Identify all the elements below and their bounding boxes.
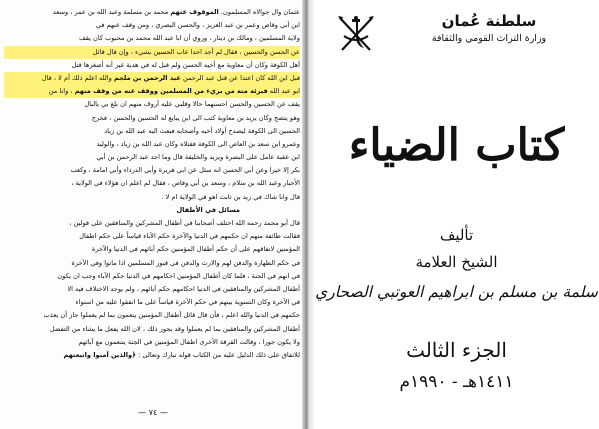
text-segment: والله اعلم ذلك أم لا ، قال (41, 73, 114, 82)
text-line (4, 72, 300, 85)
text-line (4, 85, 300, 98)
text-line (4, 336, 300, 349)
text-segment: يقف عن الحسين والحسن احسنهما حالا وقلبي عليه أروف منهم ان بلغ بي بالبال (84, 100, 300, 109)
text-line (4, 349, 300, 362)
text-segment: أهل الكوفة وكان أن معاوية مع أخيه الحسن ولم قبل له في هدية غير أنه أصغرها قتل (71, 60, 300, 69)
publication-date: ١٤١١هـ - ١٩٩٠م (399, 372, 514, 392)
text-line (4, 32, 300, 45)
text-segment: فقالت طائفة منهم ان حكمهم في الدنيا والآخرة حكم الآباء قياساً على حكم اطفال (79, 232, 300, 241)
text-segment: محمد بن مسلمة وعبد الله بن عمر ، وسعد (52, 8, 171, 16)
text-segment: في حكم الطهارة والدفن لهم والارث والدفن في قبور المسلمين اذا ماتوا وفي الآخرة (71, 258, 300, 267)
text-line (4, 112, 300, 125)
publisher-block (389, 12, 589, 46)
text-line (4, 98, 300, 111)
text-line (4, 191, 300, 204)
text-segment: ، وانا من (48, 87, 75, 96)
text-line (4, 19, 300, 32)
author-name: سلمة بن مسلم بن ابراهيم العوتبي الصحاري (315, 283, 598, 301)
text-segment: حكمهم في الدنيا والله اعلم ، فأن قال قائل أطفال المؤمنين ينعمون بما لم يعملوا جاز أن يعذب (43, 311, 300, 320)
text-line (4, 296, 300, 309)
text-line (4, 270, 300, 283)
text-line (4, 309, 300, 322)
text-segment: قال أبو محمد رحمه الله اختلف أصحابنا في أطفال المشركين والمنافقين على قولين ، (69, 219, 300, 227)
text-line (4, 283, 300, 296)
text-segment: ولا يكون جورا ، وقالت الفرقة الأخرى اطفال المؤمنين في الجنة يتنعمون مع آبائهم (78, 337, 300, 346)
text-line (4, 151, 300, 164)
text-segment: للاتفاق على ذلك الدليل عليه من الكتاب قوله تبارك وتعالى : (135, 350, 300, 359)
text-segment: وعمرو ابن سعد بن العاص الى الكوفة فقتلاه وكان عبد الله بن زياد ، والوليد (96, 139, 300, 148)
publisher-ministry: وزارة التراث القومي والثقافة (431, 33, 547, 44)
text-segment: الحسين الى الكوفة ليصدح أولاد أخيه وأصحابه فبعث اليه عبد الله بن زياد (104, 126, 300, 135)
author-block (314, 224, 599, 304)
text-segment: عثمان وال جوالاه المسلمون. (218, 8, 300, 16)
bold-phrase: الموقوف عنهم (170, 8, 219, 16)
oman-national-emblem-icon (336, 14, 376, 56)
book-gutter (306, 0, 314, 429)
text-segment: قال وانا شاك في زيد بن ثابت اهو في الولاية ام لا . (161, 192, 300, 201)
text-segment: ابو عبد الله (267, 87, 300, 96)
text-line (4, 243, 300, 256)
text-segment: المؤمنين لانفاقهم على أن حكم أطفال المؤمنين حكم آبائهم في الدنيا والآخرة (91, 245, 300, 254)
text-line (4, 138, 300, 151)
text-line (4, 230, 300, 243)
bold-phrase: فبرئه منه من بريء من المسلمين ووقف عنه من وقف منهم (74, 87, 268, 96)
page-number: — ٧٤ — (138, 408, 168, 417)
bold-phrase: عبد الرحمن بن ملجم (113, 73, 181, 82)
publisher-country: سلطنة عُمان (441, 12, 537, 30)
book-title: كتاب الضياء (348, 120, 565, 171)
text-segment: ، فقال لم أجد احدا عاب الحسين بشيء ، وإن قال قائل (92, 47, 244, 56)
text-segment: ولاية المسلمين ، ومالك بن دينار ، وروي أن ابا عبد الله محمد بن محبوب كان يقف (78, 34, 300, 43)
text-line (4, 257, 300, 270)
text-line (4, 125, 300, 138)
text-segment: أطفال المشركين والمنافقين بما لم يعملوا وقد يجوز ذلك ، لان الله يفعل ما يشاء من التفضل (49, 324, 300, 333)
text-segment: أطفال المشركين والمنافقين في الدنيا احكامهم حكم آبائهم ، ولم يوجد الاختلاف فيه الا (67, 284, 300, 293)
text-line (4, 177, 300, 190)
text-line (4, 6, 300, 19)
text-segment: بكر إلا خيرا وعن أبي الحسن انه سئل عن ابي هريرة وأبي الدرداء وأبي امامة ، وكعب (70, 166, 300, 175)
volume-label: الجزء الثالث (406, 338, 507, 362)
authored-by-label: تأليف (439, 226, 474, 244)
text-line (4, 164, 300, 177)
text-segment: قبل ابن الله كان اعتدا عن قتل عبد الرحمن (180, 73, 300, 82)
text-segment: ابن أبي وقاص وعمر بن عبد العزيز ، والحسن البصري ، ومن وقف عنهم في (95, 21, 300, 30)
bold-phrase: ﴿والذين آمنوا واتبعتهم (63, 350, 136, 359)
text-line (4, 217, 300, 230)
text-segment: في انهم في الجنة ، فلما كان أطفال المؤمنين احكامهم في الدنيا حكم الآباء وجب ان يكون (57, 271, 300, 280)
text-segment: وهو يتضح وكان يزيد بن معاوية كتب الى ابن يبايع له الحسين والحسن ، فخرج (91, 113, 300, 122)
text-line (4, 59, 300, 72)
right-page (314, 0, 599, 429)
section-heading: مسائل في الأطفال (176, 205, 240, 214)
text-segment: ابن عقبة عامل على البصرة ويزيد والخليفة قال وما اجد عبد الرحمن بن أبي (96, 153, 300, 162)
body-text (4, 6, 300, 362)
text-segment: الأحبار وعبد الله بن سلام ، وسعد بن أبي وقاص ، فقال لم اعلم ان هؤلاء في الولاية ، (71, 179, 300, 188)
text-line (4, 46, 300, 59)
text-segment: عن الحسن والحسين (243, 47, 300, 56)
author-honorific: الشيخ العلامة (415, 253, 498, 271)
text-segment: في الآخرة وكان التسوية بينهم في حكم الآخرة قياساً على ما اتفقوا عليه من استواء (75, 298, 300, 307)
text-line (4, 323, 300, 336)
